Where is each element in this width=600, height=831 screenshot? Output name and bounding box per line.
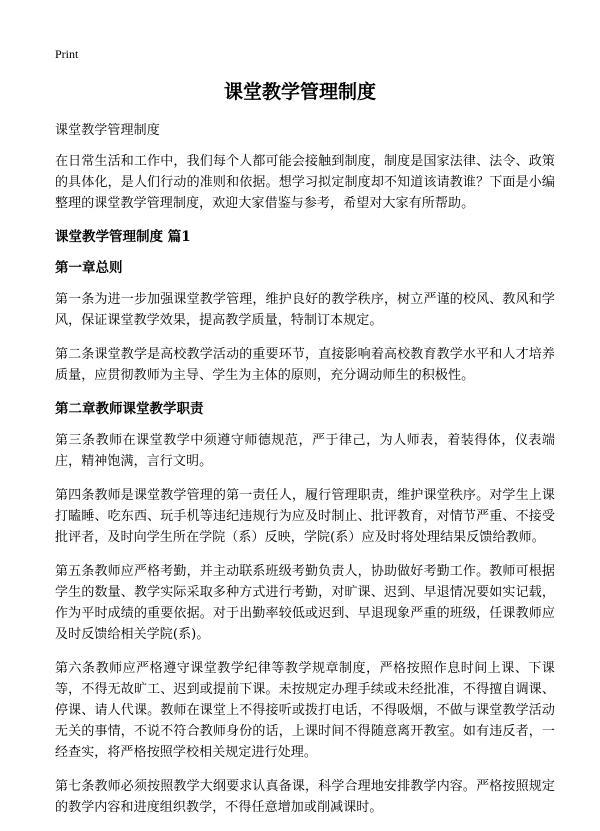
chapter-heading: 第一章总则	[55, 260, 123, 276]
page-title: 课堂教学管理制度	[223, 81, 376, 103]
article-paragraph: 第一条为进一步加强课堂教学管理，维护良好的教学秩序，树立严谨的校风、教风和学风，保证课堂教学效果，提高教学质量，特制订本规定。	[55, 292, 555, 328]
chapter-heading: 第二章教师课堂教学职责	[55, 401, 204, 417]
article-paragraph: 第七条教师必须按照教学大纲要求认真备课，科学合理地安排教学内容。严格按照规定的教学内容和进度组织教学，不得任意增加或削减课时。	[55, 779, 555, 815]
print-link[interactable]: Print	[55, 47, 79, 61]
section-title: 课堂教学管理制度 篇1	[55, 229, 191, 245]
document-subtitle: 课堂教学管理制度	[55, 123, 160, 138]
article-paragraph: 第四条教师是课堂教学管理的第一责任人，履行管理职责，维护课堂秩序。对学生上课打瞌睡、吃东西、玩手机等违纪违规行为应及时制止、批评教育，对情节严重、不接受批评者，及时向学生所在学院（系）反映，学院(系）应及时将处理结果反馈给教师。	[55, 488, 555, 545]
article-paragraph: 第五条教师应严格考勤，并主动联系班级考勤负责人，协助做好考勤工作。教师可根据学生的数量、教学实际采取多种方式进行考勤，对旷课、迟到、早退情况要如实记载，作为平时成绩的重要依据。对于出勤率较低或迟到、早退现象严重的班级，任课教师应及时反馈给相关学院(系)。	[55, 564, 555, 642]
document-body	[55, 120, 555, 831]
article-paragraph: 第三条教师在课堂教学中须遵守师德规范，严于律己，为人师表，着装得体，仪表端庄，精神饱满，言行文明。	[55, 433, 555, 469]
article-paragraph: 第六条教师应严格遵守课堂教学纪律等教学规章制度，严格按照作息时间上课、下课等，不得无故旷工、迟到或提前下课。未按规定办理手续或未经批准，不得擅自调课、停课、请人代课。教师在课堂上不得接听或拨打电话，不得吸烟，不做与课堂教学活动无关的事情，不说不符合教师身份的话，上课时间不得随意离开教室。如有违反者，一经查实，将严格按照学校相关规定进行处理。	[55, 661, 555, 760]
article-paragraph: 第二条课堂教学是高校教学活动的重要环节，直接影响着高校教育教学水平和人才培养质量，应贯彻教师为主导、学生为主体的原则，充分调动师生的积极性。	[55, 347, 555, 383]
intro-paragraph: 在日常生活和工作中，我们每个人都可能会接触到制度，制度是国家法律、法令、政策的具体化，是人们行动的准则和依据。想学习拟定制度却不知道该请教谁？下面是小编整理的课堂教学管理制度，欢迎大家借鉴与参考，希望对大家有所帮助。	[55, 154, 555, 211]
